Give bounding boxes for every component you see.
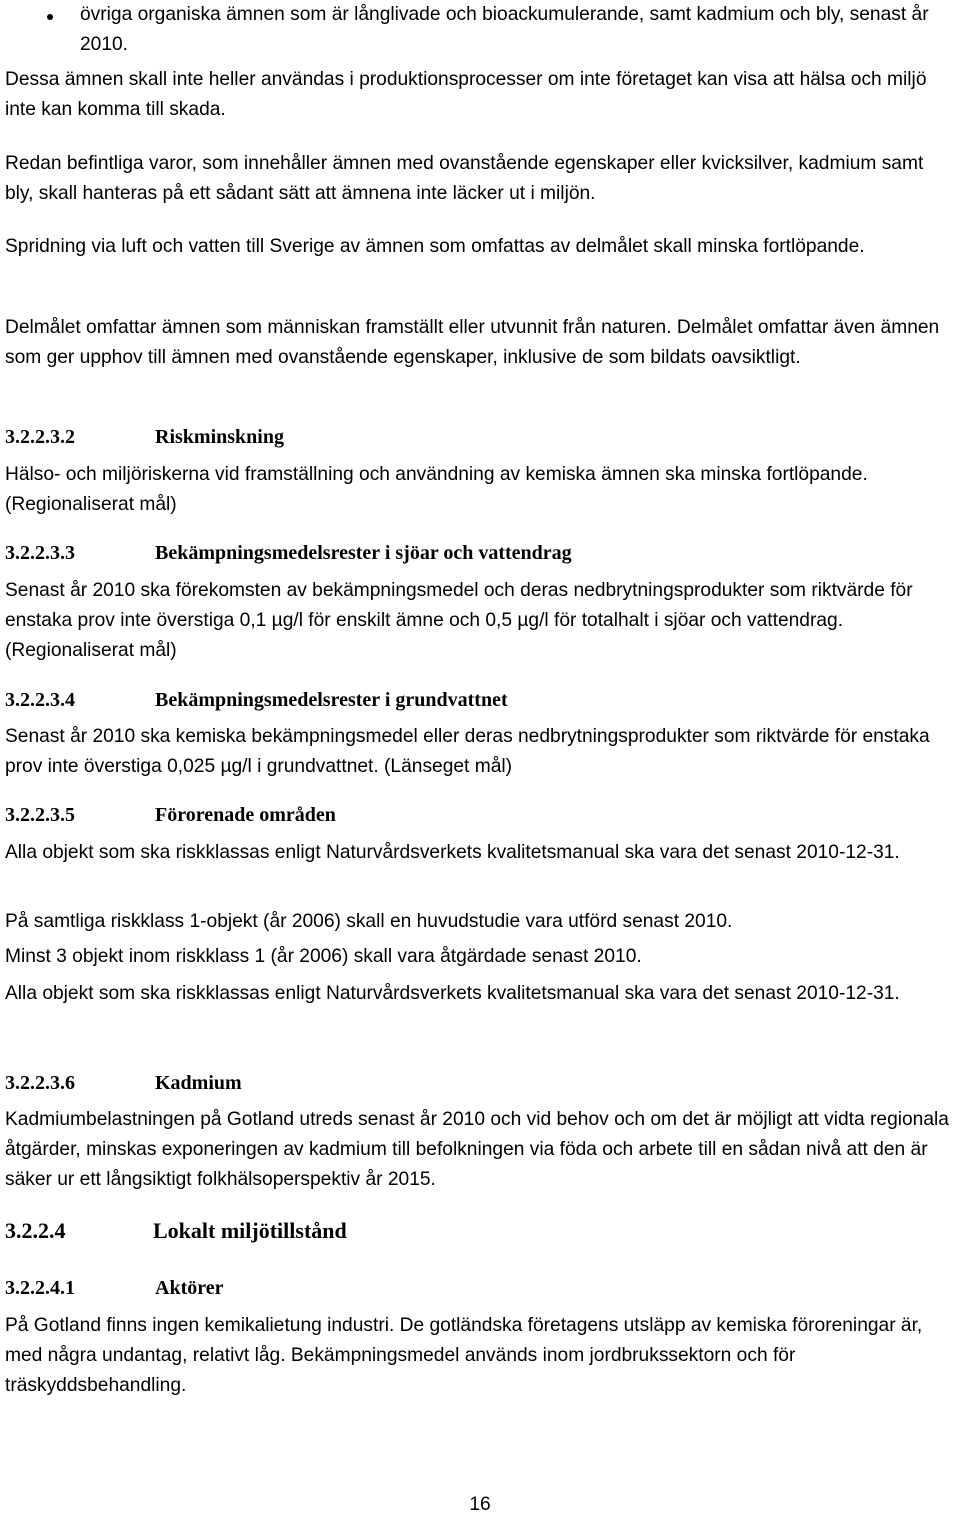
section-text: Senast år 2010 ska förekomsten av bekämpningsmedel och deras nedbrytningsprodukter som riktvärde för enstaka prov inte överstiga 0,1 µg/l för enskilt ämne och 0,5 µg/l för totalhalt i sjöar och vattendrag. (Regionaliserat mål) [5, 580, 913, 661]
section-title: Bekämpningsmedelsrester i sjöar och vattendrag [155, 542, 572, 564]
section-number: 3.2.2.3.6 [5, 1072, 75, 1094]
section-number: 3.2.2.3.5 [5, 804, 75, 826]
section-heading [5, 1068, 949, 1098]
section-title: Bekämpningsmedelsrester i grundvattnet [155, 689, 508, 711]
section-number: 3.2.2.4 [5, 1218, 66, 1243]
section-heading [5, 800, 949, 830]
section-text: Kadmiumbelastningen på Gotland utreds senast år 2010 och vid behov och om det är möjligt att vidta regionala åtgärder, minskas exponeringen av kadmium till befolkningen via föda och arbete till en sådan nivå att den är säker ur ett långsiktigt folkhälsoperspektiv år 2015. [5, 1109, 949, 1190]
section-text: Minst 3 objekt inom riskklass 1 (år 2006) skall vara åtgärdade senast 2010. [5, 946, 642, 967]
section-text: På samtliga riskklass 1-objekt (år 2006) skall en huvudstudie vara utförd senast 2010. [5, 911, 733, 932]
section-number: 3.2.2.3.4 [5, 689, 75, 711]
section-number: 3.2.2.3.3 [5, 542, 75, 564]
section-text: På Gotland finns ingen kemikalietung industri. De gotländska företagens utsläpp av kemiska föroreningar är, med några undantag, relativt låg. Bekämpningsmedel används inom jordbrukssektorn och för träskyddsbehandling. [5, 1315, 923, 1396]
paragraph: Dessa ämnen skall inte heller användas i produktionsprocesser om inte företaget kan visa att hälsa och miljö inte kan komma till skada. [5, 69, 927, 120]
paragraph: Spridning via luft och vatten till Sverige av ämnen som omfattas av delmålet skall minska fortlöpande. [5, 236, 865, 257]
section-title: Riskminskning [155, 426, 284, 448]
section-title: Lokalt miljötillstånd [153, 1218, 347, 1243]
section-heading [5, 538, 949, 568]
section-title: Kadmium [155, 1072, 242, 1094]
section-text: Alla objekt som ska riskklassas enligt Naturvårdsverkets kvalitetsmanual ska vara det senast 2010-12-31. [5, 842, 900, 863]
paragraph: Delmålet omfattar ämnen som människan framställt eller utvunnit från naturen. Delmålet omfattar även ämnen som ger upphov till ämnen med ovanstående egenskaper, inklusive de som bildats oavsiktligt. [5, 317, 940, 368]
section-heading [5, 685, 949, 715]
section-heading [5, 1216, 949, 1246]
section-heading [5, 1273, 949, 1303]
paragraph: Redan befintliga varor, som innehåller ämnen med ovanstående egenskaper eller kvicksilver, kadmium samt bly, skall hanteras på ett sådant sätt att ämnena inte läcker ut i miljön. [5, 153, 924, 204]
section-heading [5, 422, 949, 452]
section-title: Aktörer [155, 1277, 224, 1299]
section-text: Hälso- och miljöriskerna vid framställning och användning av kemiska ämnen ska minska fortlöpande. (Regionaliserat mål) [5, 464, 868, 515]
section-title: Förorenade områden [155, 804, 336, 826]
section-text: Senast år 2010 ska kemiska bekämpningsmedel eller deras nedbrytningsprodukter som riktvärde för enstaka prov inte överstiga 0,025 µg/l i grundvattnet. (Länseget mål) [5, 726, 930, 777]
section-number: 3.2.2.4.1 [5, 1277, 75, 1299]
bullet-icon [47, 14, 53, 20]
section-number: 3.2.2.3.2 [5, 426, 75, 448]
section-text: Alla objekt som ska riskklassas enligt Naturvårdsverkets kvalitetsmanual ska vara det senast 2010-12-31. [5, 983, 900, 1004]
page-number: 16 [469, 1494, 491, 1515]
bullet-text: övriga organiska ämnen som är långlivade och bioackumulerande, samt kadmium och bly, senast år 2010. [80, 4, 929, 55]
